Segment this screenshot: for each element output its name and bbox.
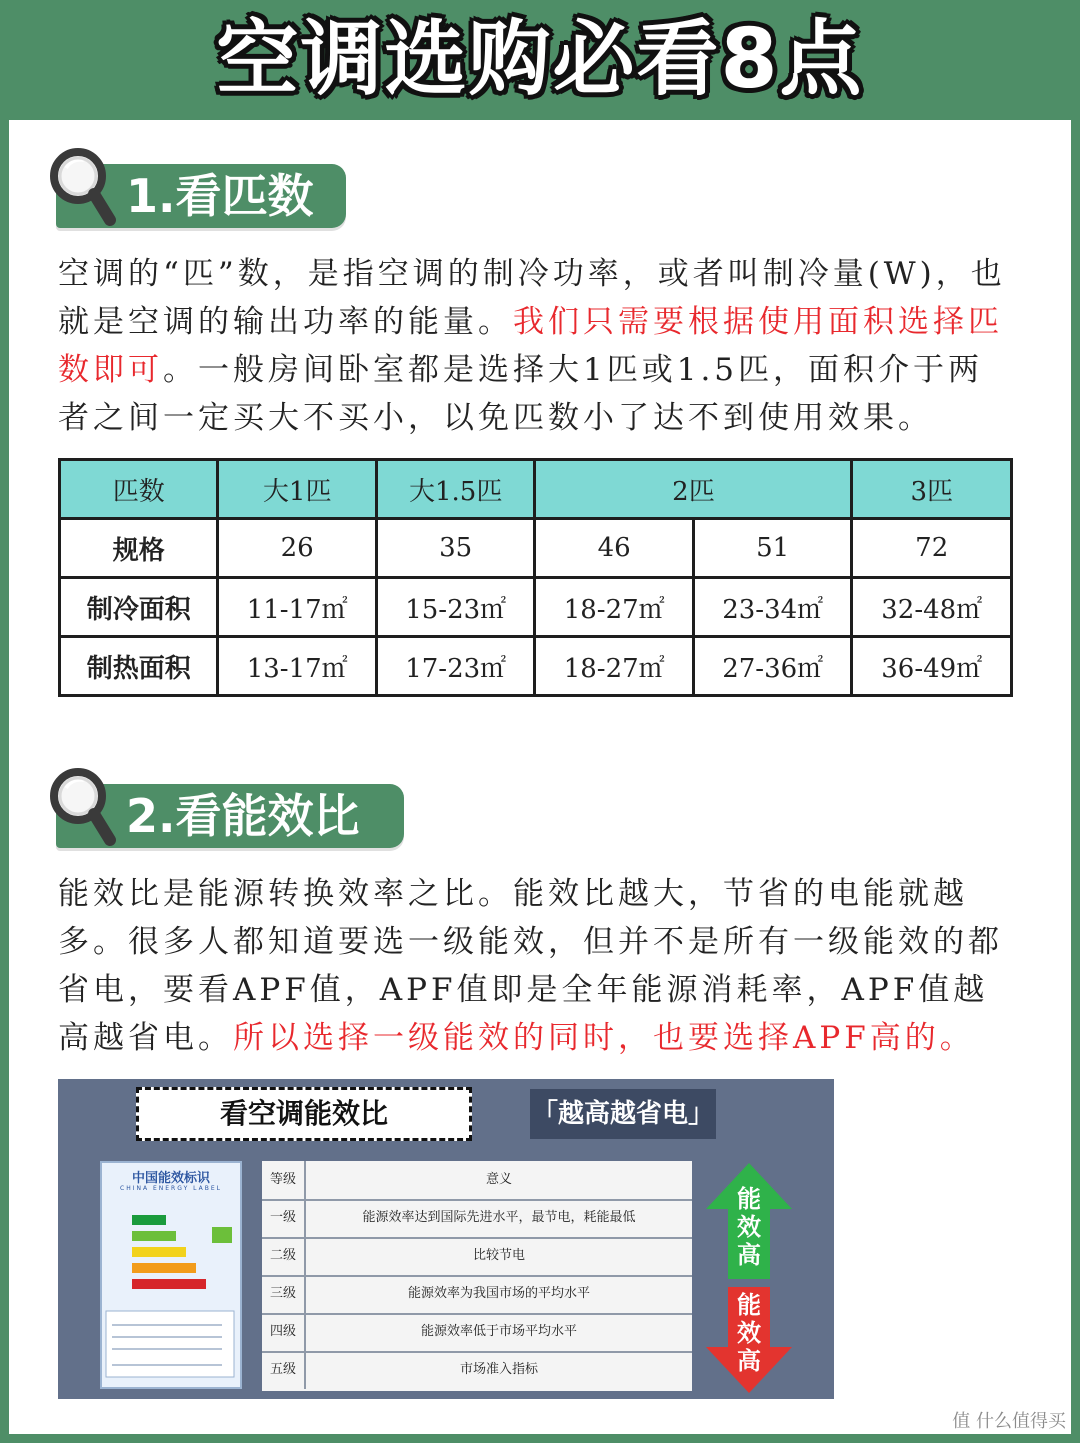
table-cell: 46 (535, 519, 694, 578)
table-cell: 27-36㎡ (693, 637, 852, 696)
table-cell: 18-27㎡ (535, 578, 694, 637)
grade-bar-4 (132, 1263, 196, 1273)
section-2-title: 2.看能效比 (126, 789, 360, 843)
grade-bar-5 (132, 1279, 206, 1289)
table-cell: 35 (376, 519, 535, 578)
magnifier-icon (48, 766, 118, 852)
section-1-paragraph (58, 250, 1018, 442)
header-cell: 2匹 (535, 460, 852, 519)
arrow-up-label (729, 1185, 769, 1269)
magnifier-icon (48, 146, 118, 232)
grade-cell: 一级 (262, 1199, 306, 1237)
table-row (60, 519, 1012, 578)
table-cell: 72 (852, 519, 1012, 578)
table-cell: 11-17㎡ (218, 578, 377, 637)
grade-table-header (262, 1161, 692, 1201)
table-row (262, 1351, 692, 1389)
infographic-title: 看空调能效比 (136, 1087, 472, 1141)
header-cell: 大1.5匹 (376, 460, 535, 519)
table-cell: 26 (218, 519, 377, 578)
current-grade-marker (212, 1227, 232, 1243)
grade-cell: 四级 (262, 1313, 306, 1351)
table-cell: 17-23㎡ (376, 637, 535, 696)
section-2-paragraph (58, 870, 1018, 1062)
row-label: 制热面积 (60, 637, 218, 696)
arrow-down-text: 能 效 高 (737, 1291, 761, 1375)
table-row (262, 1237, 692, 1277)
energy-label-subtitle: CHINA ENERGY LABEL (120, 1185, 222, 1192)
grade-cell: 二级 (262, 1237, 306, 1275)
meaning-cell: 能源效率为我国市场的平均水平 (407, 1286, 590, 1301)
header-cell: 匹数 (60, 460, 218, 519)
header-cell: 大1匹 (218, 460, 377, 519)
table-row (60, 637, 1012, 696)
section-1-title: 1.看匹数 (126, 169, 314, 223)
grade-bar-3 (132, 1247, 186, 1257)
grade-cell: 五级 (262, 1351, 306, 1389)
infographic-slogan: 「越高越省电」 (530, 1089, 716, 1139)
section-1-text-b: 。一般房间卧室都是选择大1匹或1.5匹，面积介于两者之间一定买大不买小，以免匹数小了达不到使用效果。 (58, 352, 984, 436)
section-1-highlight: 我们只需要根据使用面积选择匹数即可 (58, 304, 1003, 388)
table-row (60, 578, 1012, 637)
table-row (262, 1199, 692, 1239)
arrow-up-text: 能 效 高 (737, 1185, 761, 1269)
grade-bar-2 (132, 1231, 176, 1241)
ac-spec-table (58, 458, 1013, 697)
grade-meaning-table (262, 1161, 692, 1391)
section-2-text: 能效比是能源转换效率之比。能效比越大，节省的电能就越多。很多人都知道要选一级能效，但并不是所有一级能效的都省电，要看APF值，APF值即是全年能源消耗率，APF值越高越省电。 (58, 876, 1003, 1056)
meaning-header: 意义 (485, 1172, 512, 1187)
table-cell: 23-34㎡ (693, 578, 852, 637)
spec-table-header (60, 460, 1012, 519)
label-info-box (106, 1311, 234, 1377)
meaning-cell: 市场准入指标 (459, 1362, 538, 1377)
meaning-cell: 能源效率低于市场平均水平 (420, 1324, 577, 1339)
energy-grade-bars (102, 1197, 240, 1387)
grade-bar-1 (132, 1215, 166, 1225)
table-cell: 51 (693, 519, 852, 578)
meaning-cell: 能源效率达到国际先进水平，最节电，耗能最低 (362, 1210, 636, 1225)
table-cell: 18-27㎡ (535, 637, 694, 696)
watermark: 值 什么值得买 (952, 1411, 1066, 1432)
energy-label-card (100, 1161, 242, 1389)
grade-header: 等级 (262, 1161, 306, 1199)
header-cell: 3匹 (852, 460, 1012, 519)
row-label: 规格 (60, 519, 218, 578)
page-title: 空调选购必看8点 (216, 12, 864, 107)
table-cell: 36-49㎡ (852, 637, 1012, 696)
section-1-text-a: 空调的“匹”数，是指空调的制冷功率，或者叫制冷量(W)，也就是空调的输出功率的能量。 (58, 256, 1006, 340)
row-label: 制冷面积 (60, 578, 218, 637)
table-row (262, 1313, 692, 1353)
table-cell: 15-23㎡ (376, 578, 535, 637)
table-cell: 13-17㎡ (218, 637, 377, 696)
arrow-down-label (729, 1291, 769, 1375)
grade-cell: 三级 (262, 1275, 306, 1313)
table-row (262, 1275, 692, 1315)
meaning-cell: 比较节电 (472, 1248, 525, 1263)
section-2-highlight: 所以选择一级能效的同时，也要选择APF高的。 (233, 1020, 975, 1056)
energy-efficiency-infographic (58, 1079, 834, 1399)
table-cell: 32-48㎡ (852, 578, 1012, 637)
energy-label-title: 中国能效标识 (131, 1171, 210, 1186)
